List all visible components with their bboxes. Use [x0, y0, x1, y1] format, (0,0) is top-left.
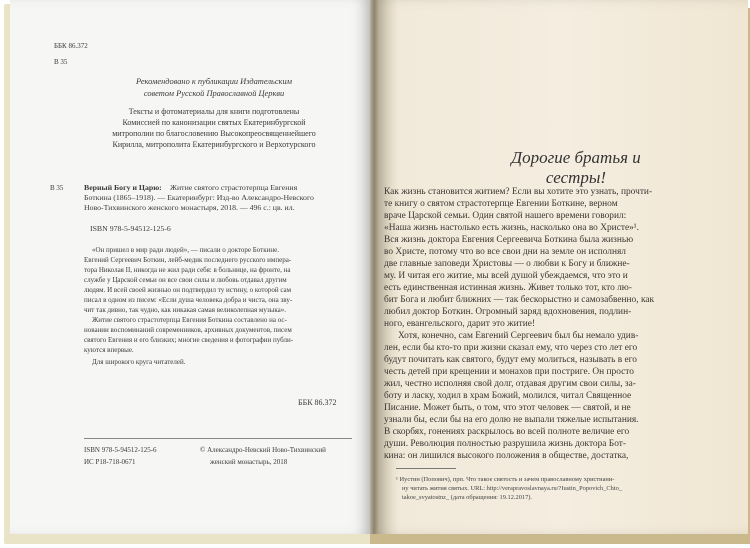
body-line-2: те книгу о святом страстотерпце Евгении Боткине, верном: [384, 199, 618, 209]
entry-line-2: Боткина (1865–1918). — Екатеринбург: Изд-во Александро-Невского: [84, 193, 314, 202]
abstract-line-9: новании воспоминаний современников, архивных документов, писем: [84, 326, 292, 334]
body-line-5: Вся жизнь доктора Евгения Сергеевича Боткина была жизнью: [384, 235, 634, 245]
footnote-line-3: takoe_svyatostnz_ (дата обращения: 19.12.2017).: [402, 494, 533, 501]
code-top: В 35: [54, 58, 68, 66]
recommendation-line-2: советом Русской Православной Церкви: [143, 89, 285, 98]
abstract-line-2: Евгений Сергеевич Боткин, лейб-медик последнего русского импера-: [84, 256, 292, 264]
entry-title: Верный Богу и Царю:: [84, 183, 162, 192]
bottom-rule: [84, 438, 352, 439]
body-line-10: бит Бога и любит ближних — так бескорыстно и самозабвенно, как: [384, 295, 655, 305]
body-line-1: Как жизнь становится житием? Если вы хотите это узнать, прочти-: [384, 187, 653, 197]
body-line-3: враче Царской семьи. Один святой нашего времени говорил:: [384, 211, 627, 221]
prepared-line-4: Кирилла, митрополита Екатеринбургского и Верхотурского: [112, 140, 316, 149]
body-line-6: во Христе, потому что во все свои дни на земле он исполнял: [384, 247, 626, 257]
recommendation-line-1: Рекомендовано к публикации Издательским: [136, 77, 292, 86]
prepared-line-1: Тексты и фотоматериалы для книги подготовлены: [128, 107, 300, 116]
body-line-23: кина: он лишился высокого положения в обществе, достатка,: [384, 451, 629, 461]
prepared-line-3: митрополии по благословению Высокопреосвященнейшего: [112, 129, 316, 138]
page-heading: Дорогие братья и сестры!: [511, 148, 641, 187]
abstract-line-10: святого Евгения и его близких; многие сведения и фотографии публи-: [84, 336, 294, 344]
body-line-22: души. Революция полностью разрушила жизнь доктора Бот-: [384, 439, 626, 449]
abstract-line-7: чит так дивно, так чудно, как никакая самая великолепная музыка».: [84, 306, 286, 314]
body-line-14: лен, если бы кто-то при жизни сказал ему, что через сто лет его: [384, 343, 638, 353]
abstract-line-4: службе у Царской семьи он все свои силы и любовь отдавал другим: [84, 276, 287, 284]
entry-code: В 35: [50, 184, 64, 192]
body-line-7: две главные заповеди Христовы — о любви к Богу и ближне-: [384, 259, 630, 269]
footnote-rule: [396, 468, 456, 469]
body-line-9: есть единственная истинная жизнь. Живет только тот, кто лю-: [384, 283, 632, 293]
ic-bottom: ИС Р18-718-0671: [84, 458, 136, 466]
bbk-top: ББК 86.372: [54, 42, 88, 50]
body-line-20: узнали бы, если бы на его долю не выпали тяжелые испытания.: [384, 415, 639, 425]
footnote-line-2: ну читать жития святых. URL: http://verapravoslavnaya.ru/?Iustin_Popovich_Chto_: [402, 485, 623, 492]
body-line-8: му. И читая его житие, мы всей душой убеждаемся, что это и: [384, 271, 628, 281]
body-line-4: «Наша жизнь настолько есть жизнь, насколько она во Христе»¹.: [384, 223, 639, 233]
body-line-17: жил, честно исполняя свой долг, отдавая другим свои силы, за-: [384, 379, 636, 389]
abstract-line-5: людям. И всей своей жизнью он подтвердил ту истину, о которой сам: [84, 286, 292, 294]
abstract-line-1: «Он пришел в мир ради людей», — писали о докторе Боткине.: [92, 246, 279, 254]
body-line-21: В скорбях, гонениях раскрылось во всей полноте величие его: [384, 427, 630, 437]
abstract-line-3: тора Николая II, никогда не жил ради себя: в больнице, на фронте, на: [84, 266, 291, 274]
body-line-12: ного, евангельского, дарит это житие!: [384, 319, 536, 329]
isbn-bottom: ISBN 978-5-94512-125-6: [84, 446, 157, 454]
entry-line-3: Ново-Тихвинского женского монастыря, 2018. — 496 с.: цв. ил.: [84, 203, 295, 212]
body-line-18: боту и ласку, ходил в храм Божий, молился, читал Священное: [384, 391, 632, 401]
bbk-bottom: ББК 86.372: [298, 398, 337, 407]
abstract-line-11: куются впервые.: [84, 346, 134, 354]
body-line-11: любил доктор Боткин. Огромный заряд вдохновения, подлин-: [384, 307, 632, 317]
body-line-19: Писание. Может быть, о том, что этот человек — святой, и не: [384, 403, 631, 413]
copyright-line-1: © Александро-Невский Ново-Тихвинский: [200, 446, 326, 454]
isbn: ISBN 978-5-94512-125-6: [90, 224, 171, 233]
book-gutter: [370, 0, 378, 534]
abstract-line-6: писал в одном из писем: «Если душа человека добра и чиста, она зву-: [84, 296, 293, 304]
prepared-line-2: Комиссией по канонизации святых Екатеринбургской: [122, 118, 306, 127]
abstract-line-8: Житие святого страстотерпца Евгения Боткина составлено на ос-: [92, 316, 287, 324]
entry-line-1: Житие святого страстотерпца Евгения: [170, 183, 298, 192]
abstract-line-12: Для широкого круга читателей.: [92, 358, 186, 366]
footnote-line-1: ¹ Иустин (Попович), прп. Что такое святость и зачем православному христиани-: [396, 476, 615, 483]
body-line-13: Хотя, конечно, сам Евгений Сергеевич был бы немало удив-: [398, 331, 639, 341]
body-line-16: честь детей при крещении и монахов при постриге. Он просто: [384, 367, 634, 377]
body-line-15: будут почитать как святого, будут ему молиться, называть в его: [384, 355, 637, 365]
copyright-line-2: женский монастырь, 2018: [210, 458, 288, 466]
